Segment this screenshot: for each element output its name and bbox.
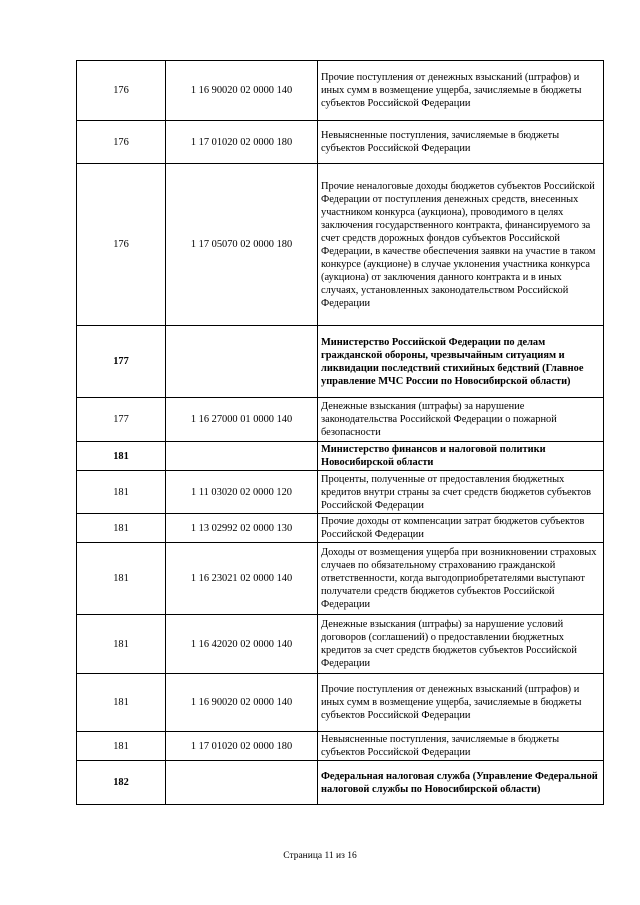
revenue-code-cell: 1 16 23021 02 0000 140 xyxy=(166,543,318,615)
admin-code-cell: 176 xyxy=(77,121,166,164)
admin-code-cell: 181 xyxy=(77,471,166,514)
revenue-name-cell: Денежные взыскания (штрафы) за нарушение законодательства Российской Федерации о пожарной безопасности xyxy=(318,398,604,442)
revenue-code-cell: 1 17 01020 02 0000 180 xyxy=(166,121,318,164)
revenue-name-cell: Невыясненные поступления, зачисляемые в бюджеты субъектов Российской Федерации xyxy=(318,732,604,761)
revenue-name-cell: Прочие неналоговые доходы бюджетов субъектов Российской Федерации от поступления денежных средств, внесенных участником конкурса (аукциона), проводимого в целях заключения государственного контракта, финансируемого за счет средств дорожных фондов субъектов Российской Федерации, в качестве обеспечения заявки на участие в таком конкурсе (аукционе) в случае уклонения участника конкурса (аукциона) от заключения данного контракта и в иных случаях, установленных законодательством Российской Федерации xyxy=(318,164,604,326)
revenue-name-cell: Доходы от возмещения ущерба при возникновении страховых случаев по обязательному страхованию гражданской ответственности, когда выгодоприобретателями выступают получатели средств бюджетов субъектов Российской Федерации xyxy=(318,543,604,615)
revenue-code-cell: 1 16 27000 01 0000 140 xyxy=(166,398,318,442)
revenue-name-cell: Проценты, полученные от предоставления бюджетных кредитов внутри страны за счет средств бюджетов субъектов Российской Федерации xyxy=(318,471,604,514)
table-row xyxy=(77,471,604,514)
revenue-code-cell: 1 16 90020 02 0000 140 xyxy=(166,61,318,121)
admin-code-cell: 181 xyxy=(77,732,166,761)
table-row xyxy=(77,442,604,471)
table-row xyxy=(77,326,604,398)
revenue-code-cell: 1 11 03020 02 0000 120 xyxy=(166,471,318,514)
admin-code-cell: 176 xyxy=(77,164,166,326)
table-row xyxy=(77,121,604,164)
table-row xyxy=(77,514,604,543)
admin-code-cell: 181 xyxy=(77,543,166,615)
admin-code-cell: 181 xyxy=(77,615,166,674)
department-name-cell: Министерство Российской Федерации по делам гражданской обороны, чрезвычайным ситуациям и ликвидации последствий стихийных бедствий (Главное управление МЧС России по Новосибирской области) xyxy=(318,326,604,398)
revenue-code-cell xyxy=(166,761,318,805)
admin-code-cell: 181 xyxy=(77,514,166,543)
page-number: Страница 11 из 16 xyxy=(283,851,357,861)
table-row xyxy=(77,543,604,615)
admin-code-cell: 181 xyxy=(77,442,166,471)
table-row xyxy=(77,615,604,674)
admin-code-cell: 181 xyxy=(77,674,166,732)
revenue-code-cell: 1 17 05070 02 0000 180 xyxy=(166,164,318,326)
table-row xyxy=(77,674,604,732)
admin-code-cell: 176 xyxy=(77,61,166,121)
table-row xyxy=(77,732,604,761)
admin-code-cell: 182 xyxy=(77,761,166,805)
revenue-name-cell: Прочие доходы от компенсации затрат бюджетов субъектов Российской Федерации xyxy=(318,514,604,543)
revenue-code-cell xyxy=(166,326,318,398)
table-row xyxy=(77,164,604,326)
revenue-code-cell: 1 17 01020 02 0000 180 xyxy=(166,732,318,761)
revenue-code-cell: 1 13 02992 02 0000 130 xyxy=(166,514,318,543)
revenue-code-cell: 1 16 42020 02 0000 140 xyxy=(166,615,318,674)
department-name-cell: Министерство финансов и налоговой политики Новосибирской области xyxy=(318,442,604,471)
admin-code-cell: 177 xyxy=(77,398,166,442)
table-row xyxy=(77,398,604,442)
revenue-code-cell xyxy=(166,442,318,471)
revenue-name-cell: Невыясненные поступления, зачисляемые в бюджеты субъектов Российской Федерации xyxy=(318,121,604,164)
revenue-name-cell: Прочие поступления от денежных взысканий (штрафов) и иных сумм в возмещение ущерба, зачисляемые в бюджеты субъектов Российской Федерации xyxy=(318,61,604,121)
department-name-cell: Федеральная налоговая служба (Управление Федеральной налоговой службы по Новосибирской области) xyxy=(318,761,604,805)
table-row xyxy=(77,61,604,121)
admin-code-cell: 177 xyxy=(77,326,166,398)
revenue-name-cell: Денежные взыскания (штрафы) за нарушение условий договоров (соглашений) о предоставлении бюджетных кредитов за счет средств бюджетов субъектов Российской Федерации xyxy=(318,615,604,674)
revenue-code-cell: 1 16 90020 02 0000 140 xyxy=(166,674,318,732)
revenue-name-cell: Прочие поступления от денежных взысканий (штрафов) и иных сумм в возмещение ущерба, зачисляемые в бюджеты субъектов Российской Федерации xyxy=(318,674,604,732)
revenue-codes-table xyxy=(76,60,604,805)
table-row xyxy=(77,761,604,805)
